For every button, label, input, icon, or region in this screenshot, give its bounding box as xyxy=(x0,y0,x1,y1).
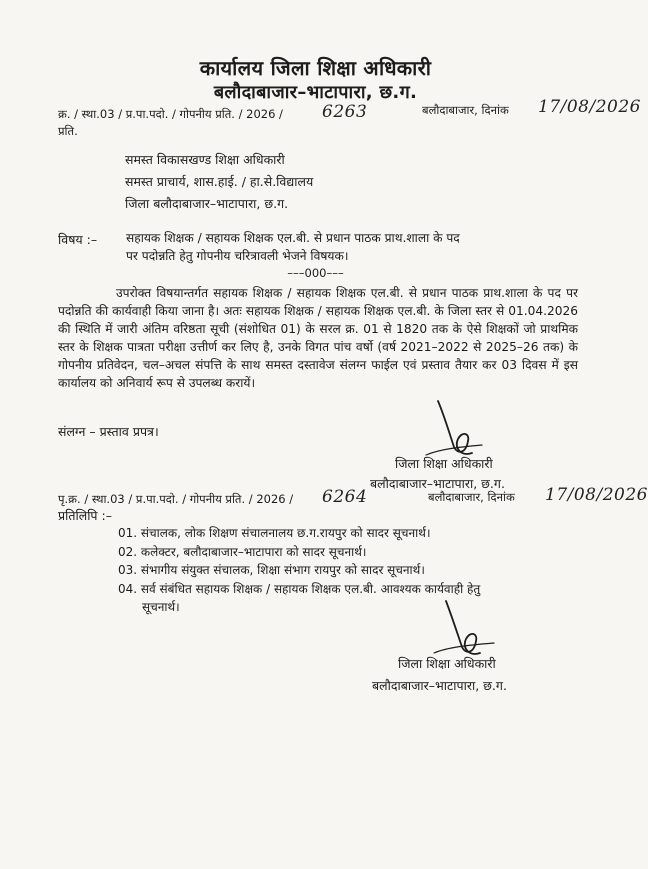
list-item: 03. संभागीय संयुक्त संचालक, शिक्षा संभाग रायपुर को सादर सूचनार्थ। xyxy=(118,563,425,577)
recipient-line: समस्त विकासखण्ड शिक्षा अधिकारी xyxy=(125,152,285,167)
copy-place-date-label: बलौदाबाजार, दिनांक xyxy=(428,490,515,504)
list-item: 01. संचालक, लोक शिक्षण संचालनालय छ.ग.रायपुर को सादर सूचनार्थ। xyxy=(118,526,431,540)
body-paragraph: उपरोक्त विषयान्तर्गत सहायक शिक्षक / सहायक शिक्षक एल.बी. से प्रधान पाठक प्राथ.शाला के पद पर पदोन्नति की कार्यवाही किया जाना है। अतः सहायक शिक्षक / सहायक शिक्षक एल.बी. के जिला स्तर से 01.04.2026 की स्थिति में जारी अंतिम वरिष्ठता सूची (संशोधित 01) के सरल क्र. 01 से 1820 तक के ऐसे शिक्षकों जो प्राथमिक स्तर के शिक्षक पात्रता परीक्षा उत्तीर्ण कर लिए है, उनके विगत पांच वर्षो (वर्ष 2021–2022 से 2025–26 तक) के गोपनीय प्रतिवेदन, चल–अचल संपत्ति के साथ समस्त दस्तावेज संलग्न फाईल एवं प्रस्ताव तैयार कर 03 दिवस में इस कार्यालय को अनिवार्य रूप से उपलब्ध करायें। xyxy=(58,286,578,390)
subject-label: विषय :– xyxy=(58,232,98,247)
subject-text xyxy=(126,229,576,265)
copy-signatory-location: बलौदाबाजार–भाटापारा, छ.ग. xyxy=(372,678,507,693)
letter-date: 17/08/2026 xyxy=(538,97,641,117)
copy-signatory-title: जिला शिक्षा अधिकारी xyxy=(398,656,496,671)
recipient-line: जिला बलौदाबाजार–भाटापारा, छ.ग. xyxy=(125,196,289,211)
list-item: 04. सर्व संबंधित सहायक शिक्षक / सहायक शिक्षक एल.बी. आवश्यक कार्यवाही हेतु xyxy=(118,581,481,596)
subject-line: सहायक शिक्षक / सहायक शिक्षक एल.बी. से प्रधान पाठक प्राथ.शाला के पद xyxy=(126,231,460,245)
list-item: 02. कलेक्टर, बलौदाबाजार–भाटापारा को सादर सूचनार्थ। xyxy=(118,544,367,559)
copy-reference-number: 6264 xyxy=(322,487,368,507)
office-title: कार्यालय जिला शिक्षा अधिकारी xyxy=(199,56,432,80)
signatory-title: जिला शिक्षा अधिकारी xyxy=(395,456,493,471)
reference-prefix: क्र. / स्था.03 / प्र.पा.पदो. / गोपनीय प्रति. / 2026 / xyxy=(58,107,283,121)
to-label: प्रति. xyxy=(58,124,78,138)
list-item-continuation: सूचनार्थ। xyxy=(142,600,180,614)
subject-line: पर पदोन्नति हेतु गोपनीय चरित्रावली भेजने विषयक। xyxy=(126,249,349,263)
reference-number: 6263 xyxy=(322,102,368,122)
place-date-label: बलौदाबाजार, दिनांक xyxy=(422,103,509,117)
signatory-location: बलौदाबाजार–भाटापारा, छ.ग. xyxy=(370,476,505,491)
recipient-line: समस्त प्राचार्य, शास.हाई. / हा.से.विद्यालय xyxy=(125,174,314,189)
copy-letter-date: 17/08/2026 xyxy=(545,485,648,505)
office-location: बलौदाबाजार–भाटापारा, छ.ग. xyxy=(213,82,418,103)
copy-reference-prefix: पृ.क्र. / स्था.03 / प्र.पा.पदो. / गोपनीय प्रति. / 2026 / xyxy=(58,492,294,506)
copy-label: प्रतिलिपि :– xyxy=(58,508,112,523)
separator: –––000––– xyxy=(287,266,344,280)
enclosure-line: संलग्न – प्रस्ताव प्रपत्र। xyxy=(58,424,159,439)
